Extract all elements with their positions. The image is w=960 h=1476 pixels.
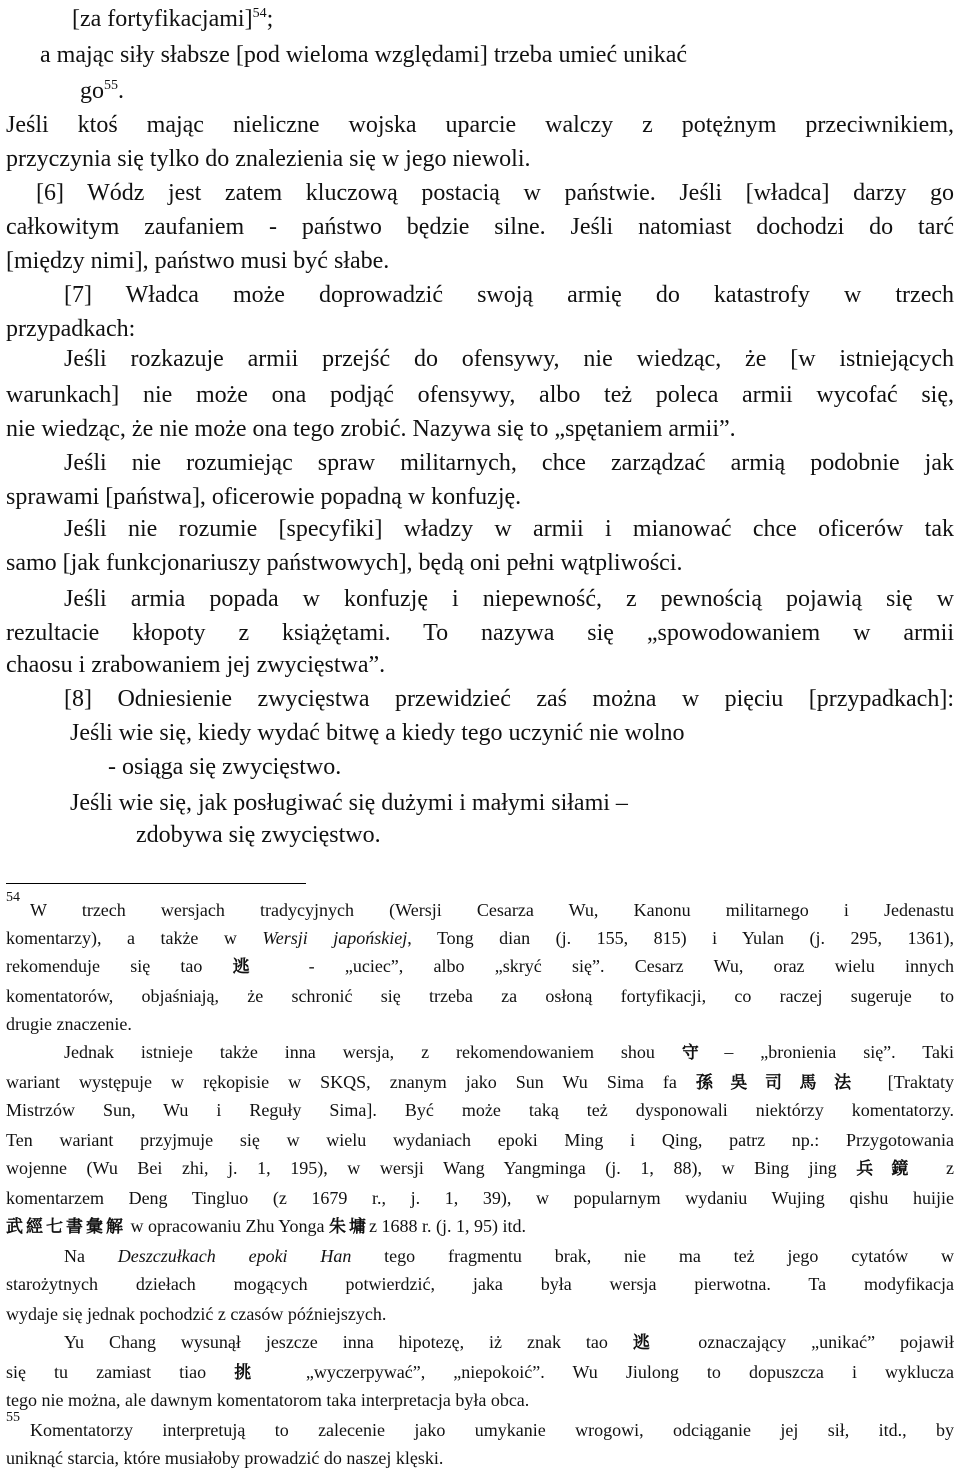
footnote-text: wariant występuje w rękopisie w SKQS, znanym jako Sun Wu Sima fa <box>6 1072 696 1092</box>
footnote-line: wydaje się jednak pochodzić z czasów późniejszych. <box>6 1304 387 1324</box>
footnote-text: rekomenduje się tao <box>6 956 233 976</box>
chinese-characters: 朱墉 <box>328 1217 369 1237</box>
footnote-text: się tu zamiast tiao <box>6 1362 235 1382</box>
footnote-line: tego nie można, ale dawnym komentatorom taka interpretacja była obca. <box>6 1390 530 1410</box>
body-line: przypadkach: <box>6 316 136 342</box>
body-line: samo [jak funkcjonariuszy państwowych], będą oni pełni wątpliwości. <box>6 550 683 576</box>
footnote-line <box>6 1070 954 1095</box>
body-line: Jeśli armia popada w konfuzję i niepewność, z pewnością pojawią się w <box>64 586 954 612</box>
body-text: ; <box>266 6 274 32</box>
footnote-line: komentarzem Deng Tingluo (z 1679 r., j. 1, 39), w popularnym wydaniu Wujing qishu huijie <box>6 1188 954 1208</box>
footnote-number-54: 54 <box>6 890 20 905</box>
footnote-separator <box>6 883 306 884</box>
body-line: warunkach] nie może ona podjąć ofensywy, albo też poleca armii wycofać się, <box>6 382 954 408</box>
chinese-character: 挑 <box>234 1363 278 1383</box>
footnote-line <box>64 1244 954 1268</box>
chinese-character: 逃 <box>232 957 279 977</box>
body-line: [8] Odniesienie zwycięstwa przewidzieć zaś można w pięciu [przypadkach]: <box>64 686 954 712</box>
body-line: sprawami [państwa], oficerowie popadną w konfuzję. <box>6 484 522 510</box>
footnote-text: oznaczający „unikać” pojawił <box>673 1332 955 1352</box>
footnote-line <box>64 1330 954 1355</box>
footnote-text: z <box>926 1158 954 1178</box>
body-line: Jeśli nie rozumie [specyfiki] władzy w armii i mianować chce oficerów tak <box>64 516 954 542</box>
footnote-line: uniknąć starcia, które musiałoby prowadzić do naszej klęski. <box>6 1448 444 1468</box>
chinese-characters: 武經七書彙解 <box>6 1217 126 1237</box>
footnote-text: komentarzy), a także w <box>6 928 263 948</box>
footnote-line: komentatorów, objaśniają, że schronić się trzeba za osłoną fortyfikacji, co raczej sugeruje to <box>6 986 954 1006</box>
chinese-character: 逃 <box>632 1333 674 1353</box>
body-line: nie wiedząc, że nie może ona tego zrobić. Nazywa się to „spętaniem armii”. <box>6 416 736 442</box>
footnote-number-55: 55 <box>6 1410 20 1425</box>
footnote-line: Mistrzów Sun, Wu i Reguły Sima]. Być może taką też dysponowali niektórzy komentatorzy. <box>6 1100 954 1120</box>
footnote-text: , Tong dian (j. 155, 815) i Yulan (j. 295, 1361), <box>407 928 954 948</box>
footnote-line: Komentatorzy interpretują to zalecenie jako umykanie wrogowi, odciąganie jej sił, itd., by <box>30 1420 954 1440</box>
footnote-text: z 1688 r. (j. 1, 95) itd. <box>368 1216 526 1236</box>
footnote-text: Na <box>64 1246 118 1266</box>
body-line: przyczynia się tylko do znalezienia się w jego niewoli. <box>6 146 531 172</box>
body-line: zdobywa się zwycięstwo. <box>136 822 381 848</box>
footnote-text: - „uciec”, albo „skryć się”. Cesarz Wu, oraz wielu innych <box>278 956 954 976</box>
footnote-line <box>6 1156 954 1181</box>
footnote-text: tego fragmentu brak, nie ma też jego cytatów w <box>351 1246 954 1266</box>
body-line: Jeśli wie się, kiedy wydać bitwę a kiedy tego uczynić nie wolno <box>70 720 685 746</box>
footnote-line: starożytnych dziełach mogących potwierdzić, jaka była wersja pierwotna. Ta modyfikacja <box>6 1274 954 1294</box>
body-line: [6] Wódz jest zatem kluczową postacią w państwie. Jeśli [władca] darzy go <box>36 180 954 206</box>
body-line: chaosu i zrabowaniem jej zwycięstwa”. <box>6 652 386 678</box>
footnote-text: w opracowaniu Zhu Yonga <box>126 1216 329 1236</box>
chinese-character: 守 <box>681 1043 725 1063</box>
body-line <box>72 4 273 34</box>
footnote-italic: Deszczułkach epoki Han <box>117 1246 352 1266</box>
footnote-text: [Traktaty <box>868 1072 954 1092</box>
footnote-text: wojenne (Wu Bei zhi, j. 1, 195), w wersji Wang Yangminga (j. 1, 88), w Bing jing <box>6 1158 857 1178</box>
body-line: Jeśli nie rozumiejąc spraw militarnych, chce zarządzać armią podobnie jak <box>64 450 954 476</box>
footnote-text: – „bronienia się”. Taki <box>724 1042 955 1062</box>
body-line: rezultacie kłopoty z książętami. To nazywa się „spowodowaniem w armii <box>6 620 954 646</box>
footnote-line <box>64 1040 954 1065</box>
footnote-line <box>6 926 954 950</box>
footnote-line <box>6 1360 954 1385</box>
footnote-text: Jednak istnieje także inna wersja, z rekomendowaniem shou <box>64 1042 682 1062</box>
body-line: [między nimi], państwo musi być słabe. <box>6 248 390 274</box>
footnote-text: „wyczerpywać”, „niepokoić”. Wu Jiulong to dopuszcza i wyklucza <box>277 1362 954 1382</box>
footnote-line: Ten wariant przyjmuje się w wielu wydaniach epoki Ming i Qing, patrz np.: Przygotowania <box>6 1130 954 1150</box>
body-line: Jeśli ktoś mając nieliczne wojska uparcie walczy z potężnym przeciwnikiem, <box>6 112 954 138</box>
body-line: Jeśli wie się, jak posługiwać się dużymi i małymi siłami – <box>70 790 628 816</box>
chinese-characters: 孫吳司馬法 <box>695 1073 869 1093</box>
footnote-italic: Wersji japońskiej <box>262 928 408 948</box>
body-line <box>80 76 124 106</box>
body-line: a mając siły słabsze [pod wieloma względami] trzeba umieć unikać <box>40 42 688 68</box>
body-line: [7] Władca może doprowadzić swoją armię do katastrofy w trzech <box>64 282 954 308</box>
footnote-text: Yu Chang wysunął jeszcze inna hipotezę, iż znak tao <box>64 1332 633 1352</box>
chinese-characters: 兵鏡 <box>856 1159 927 1179</box>
body-text: go <box>80 78 104 104</box>
body-line: całkowitym zaufaniem - państwo będzie silne. Jeśli natomiast dochodzi do tarć <box>6 214 954 240</box>
body-text: . <box>118 78 124 104</box>
footnote-ref-55[interactable]: 55 <box>104 78 118 93</box>
body-line: - osiąga się zwycięstwo. <box>108 754 342 780</box>
body-text: [za fortyfikacjami] <box>72 6 253 32</box>
footnote-line <box>6 1214 526 1239</box>
footnote-line: W trzech wersjach tradycyjnych (Wersji Cesarza Wu, Kanonu militarnego i Jedenastu <box>30 900 954 920</box>
body-line: Jeśli rozkazuje armii przejść do ofensywy, nie wiedząc, że [w istniejących <box>64 346 954 372</box>
footnote-ref-54[interactable]: 54 <box>252 6 267 21</box>
footnote-line: drugie znaczenie. <box>6 1014 132 1034</box>
footnote-line <box>6 954 954 979</box>
